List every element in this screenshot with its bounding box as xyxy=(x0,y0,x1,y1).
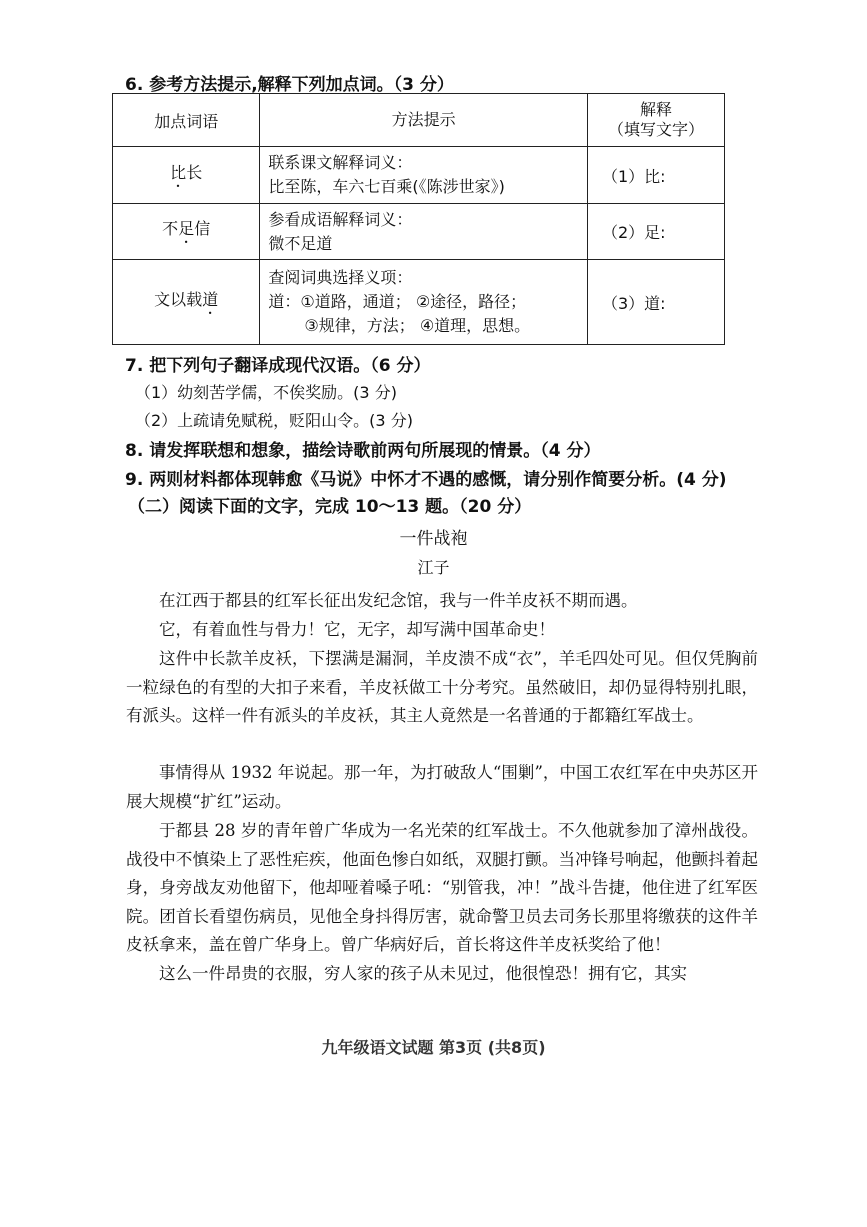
answer-cell[interactable]: （3）道: xyxy=(587,260,724,345)
word-cell: 不足信 xyxy=(113,204,260,260)
question-7-sentence-1: （1）幼刻苦学儒，不俟奖励。(3 分) xyxy=(135,383,397,402)
table-row xyxy=(113,204,725,260)
article-paragraph: 这件中长款羊皮袄，下摆满是漏洞，羊皮溃不成“衣”，羊毛四处可见。但仅凭胸前一粒绿色的有型的大扣子来看，羊皮袄做工十分考究。虽然破旧，却仍显得特别扎眼，有派头。这样一件有派头的羊皮袄，其主人竟然是一名普通的于都籍红军战士。 xyxy=(126,649,758,725)
question-7: 7. 把下列句子翻译成现代汉语。（6 分） xyxy=(125,356,431,376)
table-row xyxy=(113,260,725,345)
hint-cell: 参看成语解释词义： 微不足道 xyxy=(260,204,588,260)
question-8: 8. 请发挥联想和想象，描绘诗歌前两句所展现的情景。（4 分） xyxy=(125,441,601,461)
section-2-heading: （二）阅读下面的文字，完成 10～13 题。（20 分） xyxy=(128,497,532,517)
page-footer: 九年级语文试题 第3页 (共8页) xyxy=(321,1038,546,1057)
header-explain-line2: （填写文字） xyxy=(607,120,704,139)
article-title: 一件战袍 xyxy=(399,529,468,549)
header-explain xyxy=(587,94,724,147)
header-word: 加点词语 xyxy=(113,94,260,147)
answer-cell[interactable]: （1）比: xyxy=(587,147,724,204)
question-9: 9. 两则材料都体现韩愈《马说》中怀才不遇的感慨，请分别作简要分析。(4 分) xyxy=(125,470,727,490)
question-6: 6. 参考方法提示,解释下列加点词。（3 分） xyxy=(125,75,454,95)
dotted-char: 足 xyxy=(178,219,195,238)
method-table xyxy=(112,93,725,345)
article-paragraph: 事情得从 1932 年说起。那一年，为打破敌人“围剿”，中国工农红军在中央苏区开展大规模“扩红”运动。 xyxy=(126,763,758,811)
article-paragraph: 它，有着血性与骨力！它，无字，却写满中国革命史！ xyxy=(159,620,555,639)
word-cell: 文以载道 xyxy=(113,260,260,345)
header-method: 方法提示 xyxy=(260,94,588,147)
word-cell: 比长 xyxy=(113,147,260,204)
answer-cell[interactable]: （2）足: xyxy=(587,204,724,260)
question-7-sentence-2: （2）上疏请免赋税，贬阳山令。(3 分) xyxy=(135,411,413,430)
dotted-char: 比 xyxy=(170,162,187,182)
dotted-char: 道 xyxy=(202,289,219,309)
article-author: 江子 xyxy=(417,558,450,577)
table-header-row xyxy=(113,94,725,147)
hint-cell: 联系课文解释词义： 比至陈，车六七百乘(《陈涉世家》) xyxy=(260,147,588,204)
article-paragraph: 在江西于都县的红军长征出发纪念馆，我与一件羊皮袄不期而遇。 xyxy=(159,591,638,610)
article-paragraph: 于都县 28 岁的青年曾广华成为一名光荣的红军战士。不久他就参加了漳州战役。战役中不慎染上了恶性疟疾，他面色惨白如纸，双腿打颤。当冲锋号响起，他颤抖着起身，身旁战友劝他留下，他却哑着嗓子吼：“别管我，冲！”战斗告捷，他住进了红军医院。团首长看望伤病员，见他全身抖得厉害，就命警卫员去司务长那里将缴获的这件羊皮袄拿来，盖在曾广华身上。曾广华病好后，首长将这件羊皮袄奖给了他！ xyxy=(126,821,758,954)
article-paragraph: 这么一件昂贵的衣服，穷人家的孩子从未见过，他很惶恐！拥有它，其实 xyxy=(159,964,687,983)
header-explain-line1: 解释 xyxy=(639,100,672,119)
hint-cell: 查阅词典选择义项： 道：①道路，通道； ②途径，路径； ③规律，方法； ④道理，思想。 xyxy=(260,260,588,345)
table-row xyxy=(113,147,725,204)
